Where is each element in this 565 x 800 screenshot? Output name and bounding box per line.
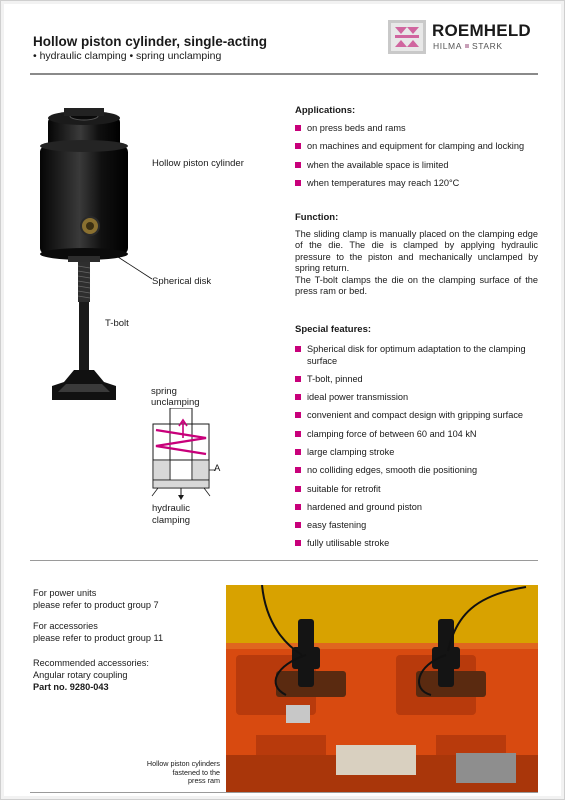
page-title: Hollow piston cylinder, single-acting	[33, 34, 268, 49]
list-item: no colliding edges, smooth die positioning	[295, 465, 540, 477]
note-line: For power units	[33, 588, 97, 598]
note-line: Recommended accessories:	[33, 658, 149, 668]
label-port-a: A	[214, 463, 221, 474]
note-line: For accessories	[33, 621, 98, 631]
caption-line: fastened to the	[172, 767, 220, 777]
list-item: fully utilisable stroke	[295, 538, 540, 550]
list-item: ideal power transmission	[295, 392, 540, 404]
label-hollow-piston-cylinder: Hollow piston cylinder	[152, 158, 244, 169]
list-item: when temperatures may reach 120°C	[295, 178, 540, 190]
press-ram-photo	[226, 585, 538, 793]
list-item: on machines and equipment for clamping and locking	[295, 141, 540, 153]
label-unclamping: unclamping	[151, 397, 200, 408]
recommended-accessories	[33, 657, 149, 693]
label-hydraulic: hydraulic	[152, 503, 191, 514]
list-item: T-bolt, pinned	[295, 374, 540, 386]
brand-sub-hilma: HILMA	[433, 41, 462, 51]
list-item: clamping force of between 60 and 104 kN	[295, 429, 540, 441]
accessories-note	[33, 620, 163, 644]
note-line: Angular rotary coupling	[33, 670, 128, 680]
list-item: hardened and ground piston	[295, 502, 540, 514]
roemheld-logo-icon	[388, 20, 426, 54]
header-divider	[30, 73, 538, 75]
features-heading: Special features:	[295, 324, 372, 335]
label-tbolt: T-bolt	[105, 318, 129, 329]
brand-separator	[465, 44, 469, 48]
page-subtitle: • hydraulic clamping • spring unclamping	[33, 50, 222, 62]
features-list	[295, 344, 540, 557]
brand-sub-stark: STARK	[471, 41, 503, 51]
list-item: on press beds and rams	[295, 123, 540, 135]
function-paragraph: The sliding clamp is manually placed on the clamping edge of the die. The die is clamped by applying hydraulic pressure to the piston and mechanically unclamped by spring return.	[295, 229, 538, 274]
section-divider	[30, 560, 538, 561]
part-number: Part no. 9280-043	[33, 682, 109, 692]
hydraulic-schematic-diagram	[148, 408, 221, 500]
brand-subline	[433, 41, 503, 51]
note-line: please refer to product group 7	[33, 600, 159, 610]
caption-line: Hollow piston cylinders	[146, 759, 220, 768]
note-line: please refer to product group 11	[33, 633, 164, 643]
applications-heading: Applications:	[295, 105, 356, 116]
spherical-disk-leader	[118, 255, 154, 285]
list-item: convenient and compact design with gripping surface	[295, 410, 540, 422]
applications-list	[295, 123, 540, 196]
list-item: Spherical disk for optimum adaptation to the clamping surface	[295, 344, 540, 367]
list-item: easy fastening	[295, 520, 540, 532]
label-clamping: clamping	[152, 515, 191, 526]
power-units-note	[33, 587, 159, 611]
label-spring: spring	[151, 386, 177, 397]
caption-line: press ram	[188, 776, 220, 785]
function-paragraph: The T-bolt clamps the die on the clamping surface of the press ram or bed.	[295, 274, 538, 297]
function-heading: Function:	[295, 212, 339, 223]
footer-divider	[30, 792, 538, 793]
list-item: large clamping stroke	[295, 447, 540, 459]
list-item: suitable for retrofit	[295, 484, 540, 496]
brand-logo	[388, 20, 540, 56]
function-text	[295, 229, 538, 297]
photo-caption	[120, 760, 220, 786]
brand-name: ROEMHELD	[432, 21, 531, 40]
label-spherical-disk: Spherical disk	[152, 276, 212, 287]
list-item: when the available space is limited	[295, 160, 540, 172]
